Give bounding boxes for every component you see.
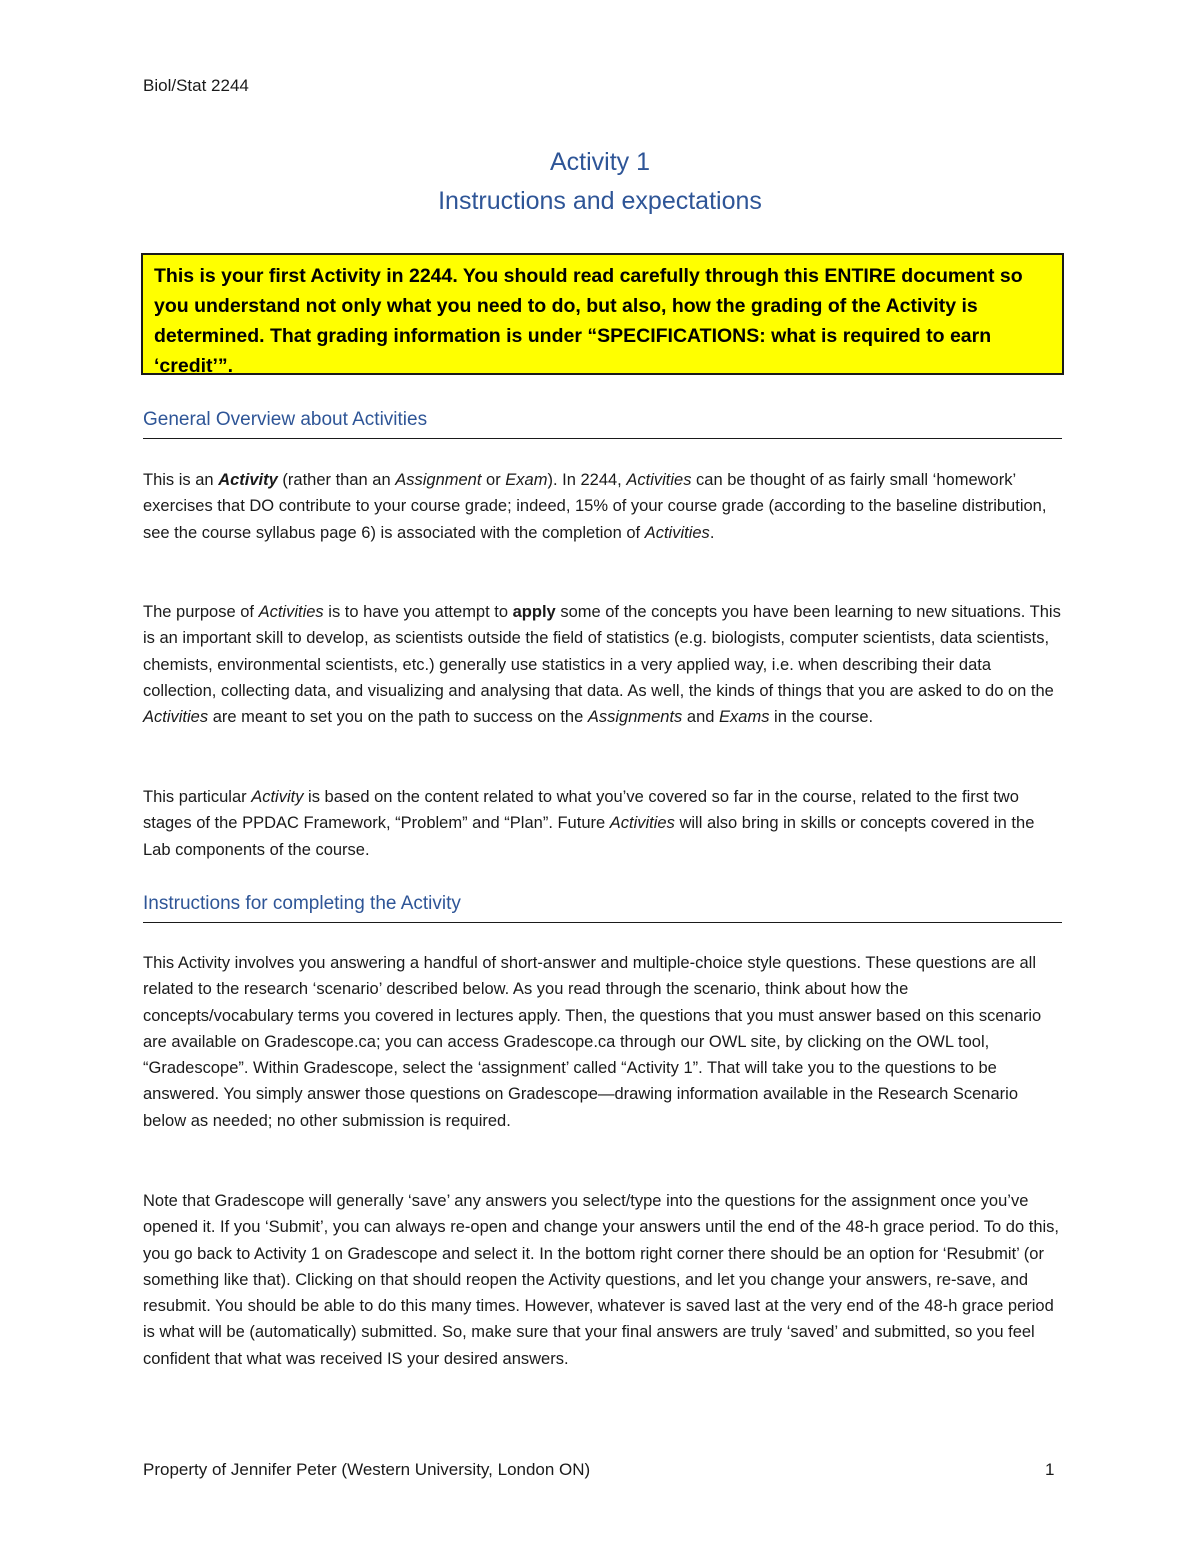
paragraph (143, 950, 1062, 1134)
text-run: ). In 2244, (547, 471, 627, 489)
paragraph (143, 784, 1062, 863)
text-run: Activities (644, 523, 710, 542)
text-run: (rather than an (277, 471, 396, 489)
text-run: can be thought of as fairly small ‘homework’ exercises that DO contribute to your course grade; indeed, 15% of your course grade (according to the baseline distribution, see the course syllabus page 6) is associated with the completion of (143, 471, 1047, 542)
footer-text: Property of Jennifer Peter (Western University, London ON) (143, 1460, 591, 1479)
course-header: Biol/Stat 2244 (143, 76, 249, 95)
text-run: This is an (143, 471, 219, 489)
text-run: are meant to set you on the path to success on the (208, 708, 588, 727)
text-run: Activities (258, 603, 324, 621)
text-run: Activity (251, 788, 304, 806)
text-run: This particular (143, 788, 252, 806)
title-line-2: Instructions and expectations (438, 187, 762, 215)
text-run: Activities (143, 708, 209, 727)
paragraph (143, 599, 1062, 730)
section-heading-instructions: Instructions for completing the Activity (143, 891, 1062, 923)
text-run: Exams (719, 708, 770, 727)
text-run: This Activity involves you answering a handful of short-answer and multiple-choice style questions. These questions are all related to the research ‘scenario’ described below. As you read through the scenario, think about how the concepts/vocabulary terms you covered in lectures apply. Then, the questions that you must answer based on this scenario are available on Gradescope.ca; you can access Gradescope.ca through our OWL site, by clicking on the OWL tool, “Gradescope”. Within Gradescope, select the ‘assignment’ called “Activity 1”. That will take you to the questions to be answered. You simply answer those questions on Gradescope—drawing information available in the Research Scenario below as needed; no other submission is required. (143, 954, 1042, 1130)
text-run: is based on the content related to what you’ve covered so far in the course, related to the first two stages of the PPDAC Framework, “Problem” and “Plan”. Future (143, 788, 1019, 833)
text-run: Activities (609, 814, 675, 833)
text-run: Exam (505, 471, 548, 489)
text-run: will also bring in skills or concepts covered in the Lab components of the course. (143, 814, 1035, 859)
text-run: Note that Gradescope will generally ‘save’ any answers you select/type into the questions for the assignment once you’ve opened it. If you ‘Submit’, you can always re-open and change your answers until the end of the 48-h grace period. To do this, you go back to Activity 1 on Gradescope and select it. In the bottom right corner there should be an option for ‘Resubmit’ (or something like that). Clicking on that should reopen the Activity questions, and let you change your answers, re-save, and resubmit. You should be able to do this many times. However, whatever is saved last at the very end of the 48-h grace period is what will be (automatically) submitted. So, make sure that your final answers are truly ‘saved’ and submitted, so you feel confident that what was received IS your desired answers. (143, 1192, 1060, 1368)
title-line-1: Activity 1 (549, 148, 651, 176)
text-run: is to have you attempt to (323, 603, 513, 621)
text-run: Assignments (587, 708, 683, 727)
text-run: The purpose of (143, 603, 259, 621)
document-title (0, 142, 1200, 220)
paragraph (143, 1188, 1062, 1372)
text-run: apply (512, 603, 556, 621)
section-heading-overview: General Overview about Activities (143, 407, 1062, 439)
text-run: in the course. (769, 708, 874, 727)
page-number: 1 (1045, 1460, 1055, 1479)
text-run: Activities (626, 471, 692, 489)
text-run: some of the concepts you have been learning to new situations. This is an important skill to develop, as scientists outside the field of statistics (e.g. biologists, computer scientists, data scientists, chemists, environmental scientists, etc.) generally use statistics in a very applied way, i.e. when describing their data collection, collecting data, and visualizing and analysing that data. As well, the kinds of things that you are asked to do on the (143, 603, 1061, 700)
text-run: . (709, 523, 715, 542)
paragraph (143, 467, 1062, 546)
text-run: Assignment (395, 471, 482, 489)
text-run: Activity (218, 471, 278, 489)
text-run: or (481, 471, 506, 489)
highlight-callout: This is your first Activity in 2244. You should read carefully through this ENTIRE document so you understand not only what you need to do, but also, how the grading of the Activity is determined. That grading information is under “SPECIFICATIONS: what is required to earn ‘credit’”. (141, 253, 1064, 375)
text-run: and (682, 708, 720, 727)
